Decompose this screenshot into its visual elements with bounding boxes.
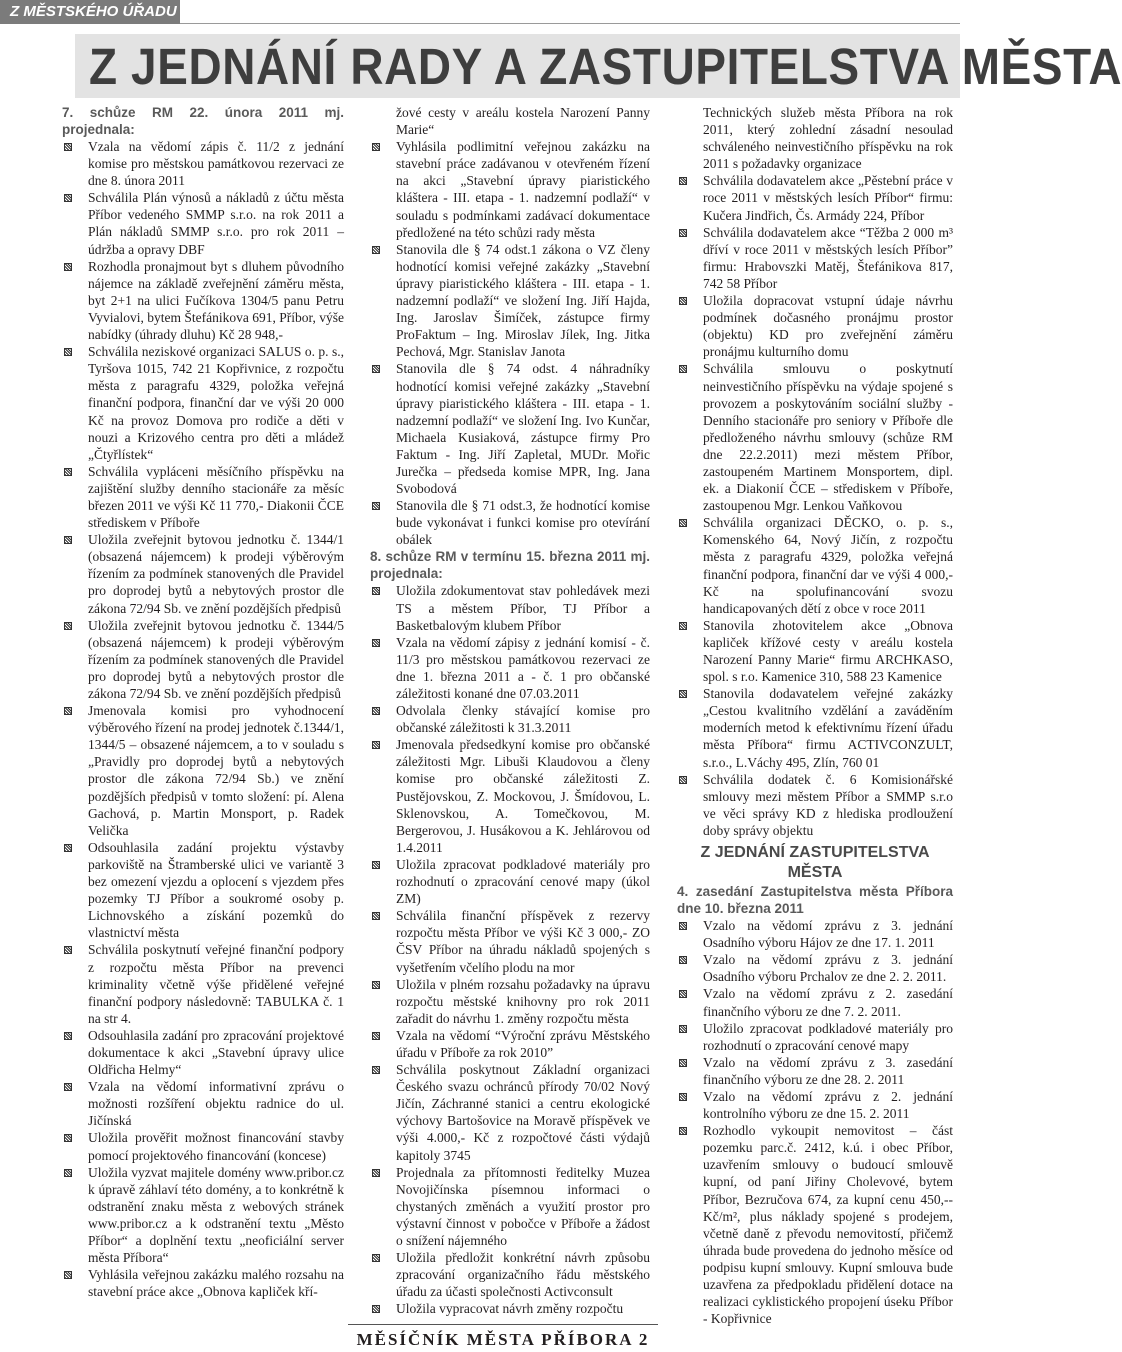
list-item: Vzalo na vědomí zprávu z 2. zasedání finančního výboru ze dne 7. 2. 2011. <box>677 985 953 1019</box>
list-item: Uložila vypracovat návrh změny rozpočtu <box>370 1300 650 1317</box>
bullet-icon <box>679 956 687 964</box>
list-item: Vyhlásila veřejnou zakázku malého rozsahu na stavební práce akce „Obnova kapliček kří- <box>62 1266 344 1300</box>
list-item: Rozhodla pronajmout byt s dluhem původního nájemce na základě zveřejnění záměru města, byt 2+1 na ulici Fučíkova 1304/5 panu Petru Vyvialovi, bytem Štefánikova 691, Příbor, výše nabídky (úhrady dluhu) Kč 28 948,- <box>62 258 344 343</box>
list-item: Uložila v plném rozsahu požadavky na úpravu rozpočtu městské knihovny pro rok 2011 zařadit do návrhu 1. změny rozpočtu města <box>370 976 650 1027</box>
bullet-icon <box>64 143 72 151</box>
bullet-icon <box>679 776 687 784</box>
bullet-icon <box>679 690 687 698</box>
bullet-icon <box>372 707 380 715</box>
bullet-icon <box>679 1093 687 1101</box>
bullet-icon <box>372 246 380 254</box>
list-item: Schválila poskytnutí veřejné finanční podpory z rozpočtu města Příbor na prevenci kriminality včetně výše přidělené veřejné finanční podpory následovně: TABULKA č. 1 na str 4. <box>62 941 344 1026</box>
bullet-icon <box>372 587 380 595</box>
bullet-icon <box>679 922 687 930</box>
bullet-icon <box>372 981 380 989</box>
bullet-icon <box>679 1127 687 1135</box>
bullet-icon <box>64 1032 72 1040</box>
list-item: Stanovila dodavatelem veřejné zakázky „Cestou kvalitního vzdělání a zaváděním moderních metod k efektivnímu řízení úřadu města Příbora“ firmu ACTIVCONZULT, s.r.o., L.Váchy 495, Zlín, 760 01 <box>677 685 953 770</box>
list-item: Projednala za přítomnosti ředitelky Muzea Novojičínska písemnou informaci o chystaných změnách a využití prostor pro výstavní činnost v pobočce v Příboře a žádost o snížení nájemného <box>370 1164 650 1249</box>
list-item: Uložila předložit konkrétní návrh způsobu zpracování organizačního řádu městského úřadu za účasti společnosti Activconsult <box>370 1249 650 1300</box>
bullet-icon <box>372 502 380 510</box>
bullet-icon <box>64 1083 72 1091</box>
divider <box>180 23 960 24</box>
list-item: Uložilo zpracovat podkladové materiály pro rozhodnutí o zpracování cenové mapy <box>677 1020 953 1054</box>
resolution-list <box>677 172 953 839</box>
list-item: Schválila dodavatelem akce “Těžba 2 000 m³ dříví v roce 2011 v městských lesích Příbor” firmu: Hrabovszki Matěj, Štefánikova 817, 742 58 Příbor <box>677 224 953 292</box>
bullet-icon <box>372 143 380 151</box>
bullet-icon <box>64 263 72 271</box>
meeting-heading: 4. zasedání Zastupitelstva města Příbora dne 10. března 2011 <box>677 884 953 917</box>
divider <box>348 1324 658 1325</box>
meeting-heading: 8. schůze RM v termínu 15. března 2011 mj. projednala: <box>370 549 650 582</box>
resolution-list <box>370 138 650 548</box>
bullet-icon <box>679 519 687 527</box>
list-item: Uložila dopracovat vstupní údaje návrhu podmínek dočasného pronájmu prostor (objektu) KD pro zveřejnění záměru pronájmu kulturního domu <box>677 292 953 360</box>
list-item: Stanovila dle § 74 odst.1 zákona o VZ členy hodnotící komisi veřejné zakázky „Stavební úpravy piaristického kláštera - III. etapa - 1. nadzemní podlaží“ ve složení Ing. Jiří Hajda, Ing. Jaroslav Šimíček, zástupce firmy ProFaktum – Ing. Miroslav Jílek, Ing. Jitka Pechová, Mgr. Stanislav Janota <box>370 241 650 361</box>
list-item: Stanovila dle § 71 odst.3, že hodnotící komise bude vykonávat i funkci komise pro otevírání obálek <box>370 497 650 548</box>
bullet-icon <box>679 297 687 305</box>
bullet-icon <box>372 1169 380 1177</box>
resolution-list <box>370 582 650 1317</box>
list-item: Vzala na vědomí “Výroční zprávu Městského úřadu v Příboře za rok 2010” <box>370 1027 650 1061</box>
bullet-icon <box>372 741 380 749</box>
list-item: Schválila finanční příspěvek z rezervy rozpočtu města Příbor ve výši Kč 3 000,- ZO ČSV Příbor na úhradu nákladů spojených s vyšetřením včelího plodu na mor <box>370 907 650 975</box>
page-footer: MĚSÍČNÍK MĚSTA PŘÍBORA 2 <box>356 1330 650 1349</box>
bullet-icon <box>64 536 72 544</box>
list-item: Uložila zdokumentovat stav pohledávek mezi TS a městem Příbor, TJ Příbor a Basketbalovým klubem Příbor <box>370 582 650 633</box>
bullet-icon <box>64 622 72 630</box>
bullet-icon <box>64 844 72 852</box>
resolution-list <box>677 917 953 1327</box>
meeting-heading: 7. schůze RM 22. února 2011 mj. projednala: <box>62 105 344 137</box>
list-item: Vyhlásila podlimitní veřejnou zakázku na stavební práce zadávanou v otevřeném řízení na akci „Stavební úpravy piaristického kláštera - III. etapa - 1. nadzemní podlaží“ v souladu s podmínkami zadávací dokumentace předložené na této schůzi rady města <box>370 138 650 241</box>
resolution-list <box>62 138 344 1300</box>
bullet-icon <box>372 1066 380 1074</box>
bullet-icon <box>372 639 380 647</box>
list-item: Jmenovala komisi pro vyhodnocení výběrového řízení na prodej jednotek č.1344/1, 1344/5 – obsazené nájemcem, a to v souladu s „Pravidly pro doprodej bytů a nebytových prostor dle zákona 72/94 Sb.) ve znění pozdějších předpisů v tomto složení: pí. Alena Gachová, p. Martin Monsport, p. Radek Velička <box>62 702 344 839</box>
bullet-icon <box>372 1032 380 1040</box>
bullet-icon <box>679 990 687 998</box>
list-item: Schválila neziskové organizaci SALUS o. p. s., Tyršova 1015, 742 21 Kopřivnice, z rozpočtu města z paragrafu 4329, položka veřejná finanční podpora, finanční dar ve výši 20 000 Kč na provoz Domova pro rodiče a děti v nouzi a Krizového centra pro děti a mládež „Čtyřlístek“ <box>62 343 344 463</box>
bullet-icon <box>372 1254 380 1262</box>
list-item: Vzalo na vědomí zprávu z 3. jednání Osadního výboru Hájov ze dne 17. 1. 2011 <box>677 917 953 951</box>
bullet-icon <box>64 1271 72 1279</box>
bullet-icon <box>64 194 72 202</box>
list-item: Schválila poskytnout Základní organizaci Českého svazu ochránců přírody 70/02 Nový Jičín, Záchranné stanici a centru ekologické výchovy Bartošovice na Moravě příspěvek ve výši 4.000,- Kč z rozpočtové části výdajů kapitoly 3745 <box>370 1061 650 1164</box>
list-item: Stanovila dle § 74 odst. 4 náhradníky hodnotící komisi veřejné zakázky „Stavební úpravy piaristického kláštera - III. etapa - 1. nadzemní podlaží“ ve složení Ing. Ivo Kunčar, Michaela Kusiaková, zástupce firmy Pro Faktum - Ing. Jiří Zapletal, MUDr. Mořic Jurečka – předseda komise MPR, Ing. Jana Svobodová <box>370 360 650 497</box>
list-item: Vzalo na vědomí zprávu z 3. zasedání finančního výboru ze dne 28. 2. 2011 <box>677 1054 953 1088</box>
masthead <box>75 34 1122 98</box>
list-item: Uložila zveřejnit bytovou jednotku č. 1344/1 (obsazená nájemcem) k prodeji výběrovým řízením za podmínek stanovených dle Pravidel pro doprodej bytů a nebytových prostor dle zákona 72/94 Sb. ve znění pozdějších předpisů <box>62 531 344 616</box>
list-item: Stanovila zhotovitelem akce „Obnova kapliček křížové cesty v areálu kostela Narození Panny Marie“ firmu ARCHKASO, spol. s r.o. Kamenice 310, 588 23 Kamenice <box>677 617 953 685</box>
bullet-icon <box>64 707 72 715</box>
list-item: Schválila vypláceni měsíčního příspěvku na zajištění služby denního stacionáře za měsíc březen 2011 ve výši Kč 11 770,- Diakonii ČCE střediskem v Příboře <box>62 463 344 531</box>
bullet-icon <box>679 365 687 373</box>
bullet-icon <box>64 1169 72 1177</box>
bullet-icon <box>372 1305 380 1313</box>
list-item: Uložila prověřit možnost financování stavby pomocí projektového financování (koncese) <box>62 1129 344 1163</box>
list-item: Schválila dodavatelem akce „Pěstební práce v roce 2011 v městských lesích Příbor“ firmu: Kučera Jindřich, Čs. Armády 224, Příbor <box>677 172 953 223</box>
list-item: Vzala na vědomí informativní zprávu o možnosti rozšíření objektu radnice do ul. Jičínská <box>62 1078 344 1129</box>
list-item: Vzalo na vědomí zprávu z 3. jednání Osadního výboru Prchalov ze dne 2. 2. 2011. <box>677 951 953 985</box>
bullet-icon <box>64 468 72 476</box>
column-3 <box>677 104 953 1327</box>
bullet-icon <box>679 1059 687 1067</box>
section-heading: Z JEDNÁNÍ ZASTUPITELSTVA MĚSTA <box>700 844 930 882</box>
list-item: Vzalo na vědomí zprávu z 2. jednání kontrolního výboru ze dne 15. 2. 2011 <box>677 1088 953 1122</box>
continued-text: žové cesty v areálu kostela Narození Panny Marie“ <box>396 105 650 138</box>
bullet-icon <box>372 365 380 373</box>
list-item: Schválila Plán výnosů a nákladů z účtu města Příbor vedeného SMMP s.r.o. na rok 2011 a Plán nákladů SMMP s.r.o. pro rok 2011 – údržba a opravy DBF <box>62 189 344 257</box>
section-tag: Z MĚSTSKÉHO ÚŘADU <box>0 0 180 24</box>
list-item: Odsouhlasila zadání pro zpracování projektové dokumentace k akci „Stavební úpravy ulice Oldřicha Helmy“ <box>62 1027 344 1078</box>
list-item: Vzala na vědomí zápisy z jednání komisí - č. 11/3 pro městskou památkovou rezervaci ze dne 1. března 2011 a - č. 1 pro občanské záležitosti konané dne 07.03.2011 <box>370 634 650 702</box>
list-item: Jmenovala předsedkyní komise pro občanské záležitosti Mgr. Libuši Klaudovou a členy komise pro občanské záležitosti Z. Pustějovskou, Z. Mockovou, J. Šmídovou, L. Sklenovskou, A. Tomečkovou, M. Bergerovou, J. Husákovou a K. Jehlárovou od 1.4.2011 <box>370 736 650 856</box>
list-item: Schválila smlouvu o poskytnutí neinvestičního příspěvku na výdaje spojené s provozem a poskytováním sociální služby - Denního stacionáře pro seniory v Příboře dle předloženého návrhu smlouvy (schůze RM dne 22.2.2011) mezi městem Příbor, zastoupeném Martinem Monsportem, dipl. ek. a Diakonií ČCE – střediskem v Příboře, zastoupenou Mgr. Lenkou Vaňkovou <box>677 360 953 514</box>
bullet-icon <box>64 946 72 954</box>
column-2 <box>370 104 650 1317</box>
bullet-icon <box>679 177 687 185</box>
list-item: Rozhodlo vykoupit nemovitost – část pozemku parc.č. 2412, k.ú. i obec Příbor, uzavřením smlouvy o budoucí smlouvě kupní, od paní Jiřiny Cholevové, bytem Příbor, Bezručova 674, za kupní cenu 450,-- Kč/m², plus náklady spojené s prodejem, včetně daně z převodu nemovitostí, přičemž úhrada bude provedena do jednoho měsíce od podpisu kupní smlouvy. Kupní smlouva bude uzavřena za předpokladu přidělení dotace na realizaci cyklistického propojení úseku Příbor - Kopřivnice <box>677 1122 953 1327</box>
list-item: Uložila zveřejnit bytovou jednotku č. 1344/5 (obsazená nájemcem) k prodeji výběrovým řízením za podmínek stanovených dle Pravidel pro doprodej bytů a nebytových prostor dle zákona 72/94 Sb. ve znění pozdějších předpisů <box>62 617 344 702</box>
list-item: Schválila dodatek č. 6 Komisionářské smlouvy mezi městem Příbor a SMMP s.r.o ve věci správy KD z hlediska prodloužení doby správy objektu <box>677 771 953 839</box>
bullet-icon <box>679 622 687 630</box>
page-title: Z JEDNÁNÍ RADY A ZASTUPITELSTVA MĚSTA <box>89 38 1122 95</box>
list-item: Vzala na vědomí zápis č. 11/2 z jednání komise pro městskou památkovou rezervaci ze dne 8. února 2011 <box>62 138 344 189</box>
column-1 <box>62 104 344 1300</box>
list-item: Uložila zpracovat podkladové materiály pro rozhodnutí o zpracování cenové mapy (úkol ZM) <box>370 856 650 907</box>
bullet-icon <box>64 348 72 356</box>
bullet-icon <box>372 912 380 920</box>
list-item: Schválila organizaci DĚCKO, o. p. s., Komenského 64, Nový Jičín, z rozpočtu města z paragrafu 4329, položka veřejná finanční podpora, finanční dar ve výši 4 000,- Kč na spolufinancování svozu handicapovaných dětí z obce v roce 2011 <box>677 514 953 617</box>
list-item: Odsouhlasila zadání projektu výstavby parkoviště na Štramberské ulici ve variantě 3 bez omezení vjezdu a oplocení s vjezdem přes pozemky TJ Příbor a soukromé osoby p. Lichnovského a získání pozemků do vlastnictví města <box>62 839 344 942</box>
bullet-icon <box>64 1134 72 1142</box>
bullet-icon <box>372 861 380 869</box>
list-item: Uložila vyzvat majitele domény www.pribor.cz k úpravě záhlaví této domény, a to konkrétně k odstranění znaku města z webových stránek www.pribor.cz a k odstranění textu „Město Příbor“ a doplnění textu „neoficiální server města Příbora“ <box>62 1164 344 1267</box>
bullet-icon <box>679 229 687 237</box>
continued-text: Technických služeb města Příbora na rok 2011, který zohlední zásadní nesoulad schváleného neinvestičního příspěvku na rok 2011 s požadavky organizace <box>703 105 953 172</box>
list-item: Odvolala členky stávající komise pro občanské záležitosti k 31.3.2011 <box>370 702 650 736</box>
bullet-icon <box>679 1025 687 1033</box>
